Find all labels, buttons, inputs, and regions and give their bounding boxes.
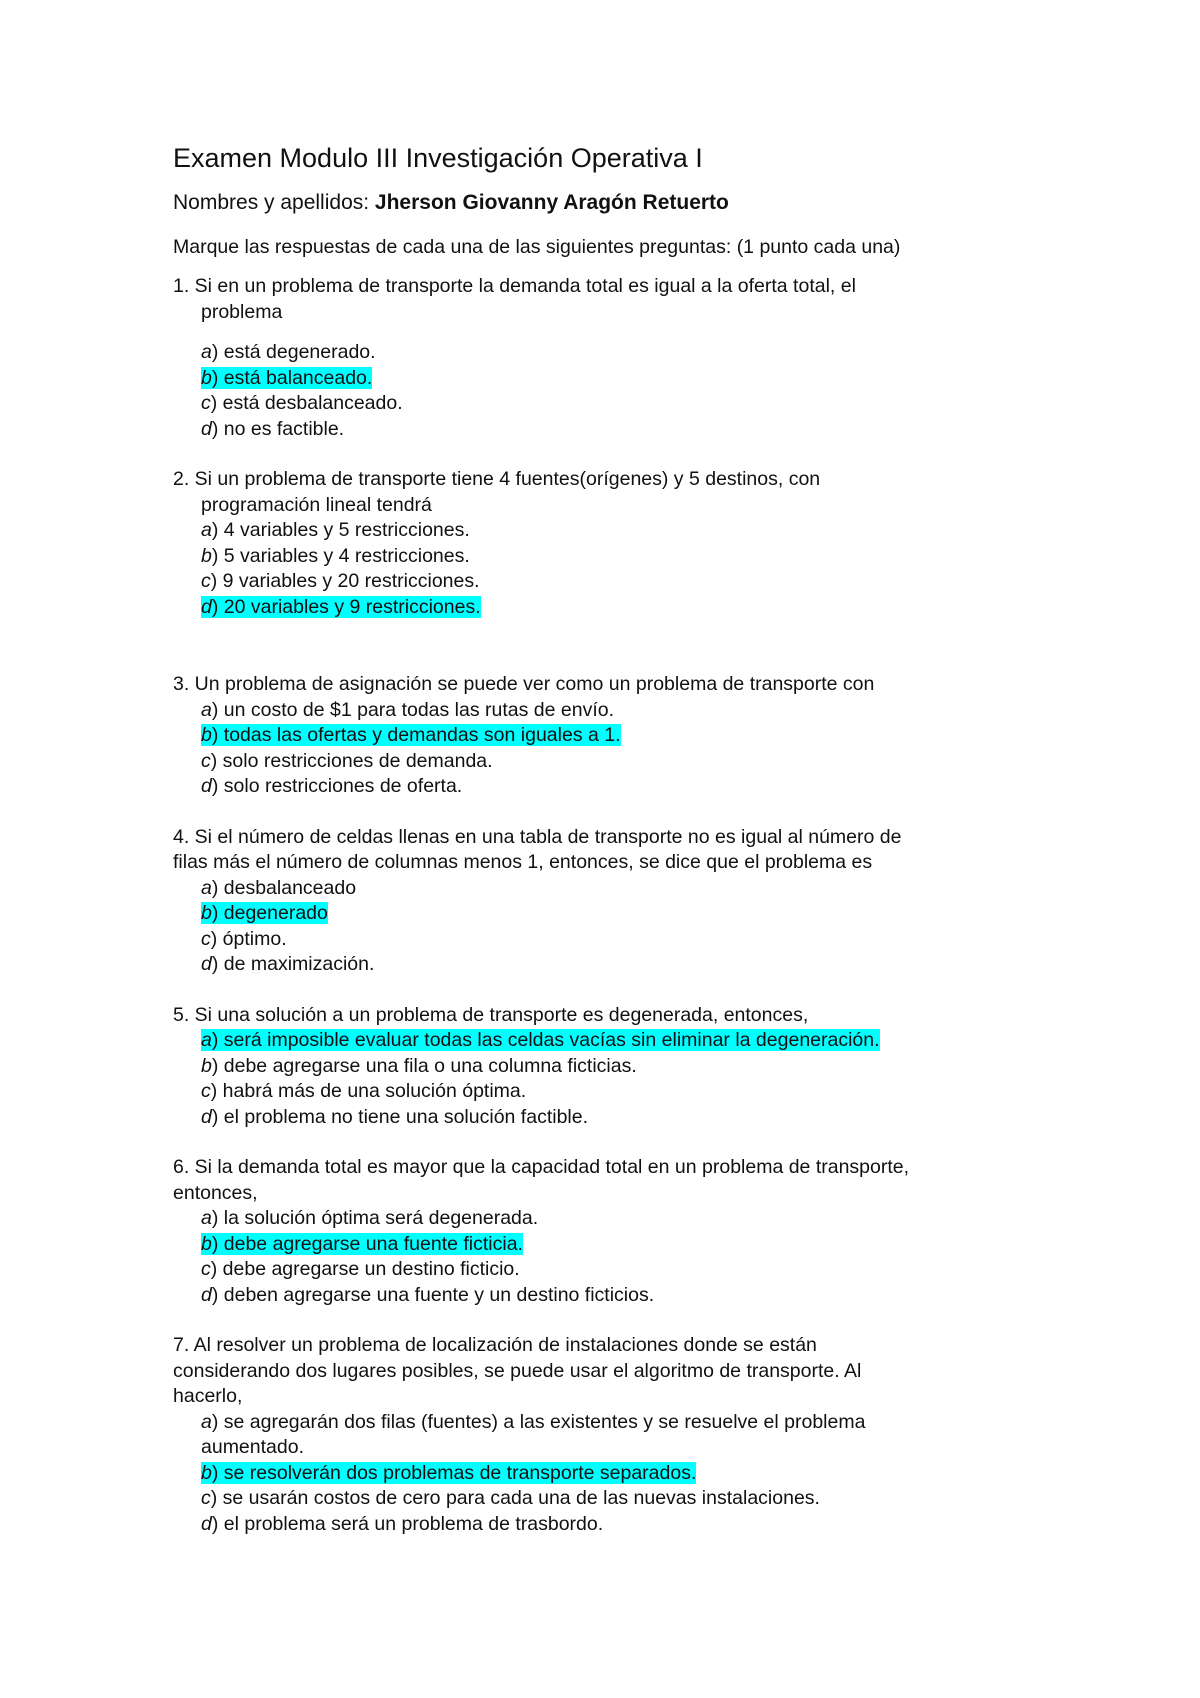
option-d (173, 952, 1053, 978)
option-text: ) todas las ofertas y demandas son iguales a 1. (211, 724, 621, 746)
option-a-selected (173, 1028, 1053, 1054)
student-name: Jherson Giovanny Aragón Retuerto (374, 191, 729, 214)
question-text: filas más el número de columnas menos 1, entonces, se dice que el problema es (173, 851, 873, 873)
option-c (173, 1486, 1053, 1512)
question-text: hacerlo, (173, 1385, 243, 1407)
option-text: aumentado. (201, 1436, 304, 1458)
question-7 (173, 1333, 1053, 1537)
question-5 (173, 1003, 1053, 1131)
option-text: ) 9 variables y 20 restricciones. (210, 570, 480, 592)
option-text: ) se resolverán dos problemas de transporte separados. (211, 1461, 697, 1484)
option-text: ) se agregarán dos filas (fuentes) a las existentes y se resuelve el problema (211, 1410, 866, 1433)
question-text: 4. Si el número de celdas llenas en una tabla de transporte no es igual al número de (173, 825, 902, 848)
option-text: ) 20 variables y 9 restricciones. (211, 595, 481, 618)
option-letter: d (201, 417, 212, 440)
option-letter: b (201, 544, 212, 567)
option-d (173, 1105, 1053, 1131)
option-text: ) solo restricciones de oferta. (211, 775, 463, 797)
question-text: programación lineal tendrá (201, 493, 432, 516)
option-b-selected (173, 366, 1053, 392)
question-text: 7. Al resolver un problema de localización de instalaciones donde se están (173, 1334, 817, 1356)
option-d (173, 1512, 1053, 1538)
option-text: ) debe agregarse un destino ficticio. (210, 1258, 520, 1280)
option-letter: d (201, 595, 212, 618)
option-letter: b (201, 1461, 212, 1484)
option-text: ) será imposible evaluar todas las celdas vacías sin eliminar la degeneración. (211, 1029, 880, 1051)
option-text: ) está degenerado. (211, 341, 376, 363)
option-b (173, 544, 1053, 570)
option-text: ) deben agregarse una fuente y un destino ficticios. (211, 1283, 655, 1306)
answer-highlight (201, 367, 372, 389)
option-a-continuation (173, 1435, 1053, 1461)
option-letter: c (201, 927, 211, 950)
instructions: Marque las respuestas de cada una de las siguientes preguntas: (1 punto cada una) (173, 236, 901, 258)
option-letter: c (201, 392, 211, 414)
option-a (173, 1206, 1053, 1232)
option-d-selected (173, 595, 1053, 621)
answer-highlight (201, 596, 481, 618)
option-letter: c (201, 1258, 211, 1280)
option-text: ) debe agregarse una fuente ficticia. (211, 1232, 523, 1255)
option-text: ) el problema no tiene una solución factible. (211, 1105, 589, 1128)
option-letter: c (201, 570, 211, 592)
option-b (173, 1054, 1053, 1080)
option-a (173, 876, 1053, 902)
option-text: ) habrá más de una solución óptima. (210, 1080, 527, 1102)
option-letter: a (201, 876, 212, 899)
option-text: ) degenerado (211, 902, 328, 924)
option-c (173, 1257, 1053, 1283)
student-name-line (173, 188, 1053, 218)
question-6 (173, 1155, 1053, 1308)
answer-highlight (201, 1029, 880, 1051)
option-b-selected (173, 1232, 1053, 1258)
option-letter: d (201, 775, 212, 797)
option-c (173, 749, 1053, 775)
question-1 (173, 274, 1053, 442)
option-a (173, 518, 1053, 544)
option-d (173, 1283, 1053, 1309)
question-text: entonces, (173, 1181, 258, 1204)
option-text: ) desbalanceado (211, 876, 357, 899)
option-letter: c (201, 1080, 211, 1102)
option-letter: d (201, 1512, 212, 1535)
answer-highlight (201, 1462, 696, 1484)
option-letter: b (201, 366, 212, 389)
question-3 (173, 672, 1053, 800)
option-text: ) la solución óptima será degenerada. (211, 1207, 539, 1229)
option-d (173, 774, 1053, 800)
question-4 (173, 825, 1053, 978)
question-text: 1. Si en un problema de transporte la demanda total es igual a la oferta total, el (173, 275, 856, 297)
question-text: 3. Un problema de asignación se puede ver como un problema de transporte con (173, 673, 875, 695)
option-letter: c (201, 1487, 211, 1509)
question-text: 2. Si un problema de transporte tiene 4 fuentes(orígenes) y 5 destinos, con (173, 468, 821, 490)
option-b-selected (173, 723, 1053, 749)
option-c (173, 391, 1053, 417)
question-text: 5. Si una solución a un problema de transporte es degenerada, entonces, (173, 1003, 809, 1026)
option-text: ) está balanceado. (211, 366, 373, 389)
question-text: considerando dos lugares posibles, se puede usar el algoritmo de transporte. Al (173, 1359, 862, 1382)
option-letter: a (201, 1207, 212, 1229)
name-label: Nombres y apellidos: (173, 191, 375, 214)
option-letter: d (201, 1283, 212, 1306)
answer-highlight (201, 724, 621, 746)
option-letter: a (201, 519, 212, 541)
option-d (173, 417, 1053, 443)
option-letter: b (201, 902, 212, 924)
option-letter: b (201, 724, 212, 746)
question-text: 6. Si la demanda total es mayor que la capacidad total en un problema de transporte, (173, 1156, 910, 1178)
option-letter: c (201, 749, 211, 772)
option-letter: a (201, 698, 212, 721)
option-text: ) 5 variables y 4 restricciones. (211, 544, 470, 567)
question-text: problema (201, 300, 283, 323)
option-text: ) de maximización. (211, 953, 375, 975)
exam-title: Examen Modulo III Investigación Operativa I (173, 143, 703, 173)
option-text: ) óptimo. (210, 927, 287, 950)
option-a (173, 340, 1053, 366)
option-b-selected (173, 901, 1053, 927)
option-text: ) el problema será un problema de trasbordo. (211, 1512, 604, 1535)
option-text: ) se usarán costos de cero para cada una de las nuevas instalaciones. (210, 1487, 820, 1509)
option-b-selected (173, 1461, 1053, 1487)
option-text: ) 4 variables y 5 restricciones. (211, 519, 470, 541)
option-letter: d (201, 953, 212, 975)
option-text: ) solo restricciones de demanda. (210, 749, 493, 772)
option-letter: a (201, 1410, 212, 1433)
option-c (173, 927, 1053, 953)
option-text: ) un costo de $1 para todas las rutas de envío. (211, 698, 615, 721)
option-a (173, 698, 1053, 724)
question-2 (173, 467, 1053, 620)
option-letter: a (201, 1029, 212, 1051)
option-c (173, 569, 1053, 595)
option-letter: d (201, 1105, 212, 1128)
option-letter: b (201, 1232, 212, 1255)
answer-highlight (201, 1233, 523, 1255)
option-letter: b (201, 1054, 212, 1077)
exam-content (173, 140, 1053, 1537)
option-text: ) no es factible. (211, 417, 345, 440)
answer-highlight (201, 902, 328, 924)
option-c (173, 1079, 1053, 1105)
option-letter: a (201, 341, 212, 363)
option-a (173, 1410, 1053, 1436)
option-text: ) está desbalanceado. (210, 392, 403, 414)
option-text: ) debe agregarse una fila o una columna ficticias. (211, 1054, 637, 1077)
